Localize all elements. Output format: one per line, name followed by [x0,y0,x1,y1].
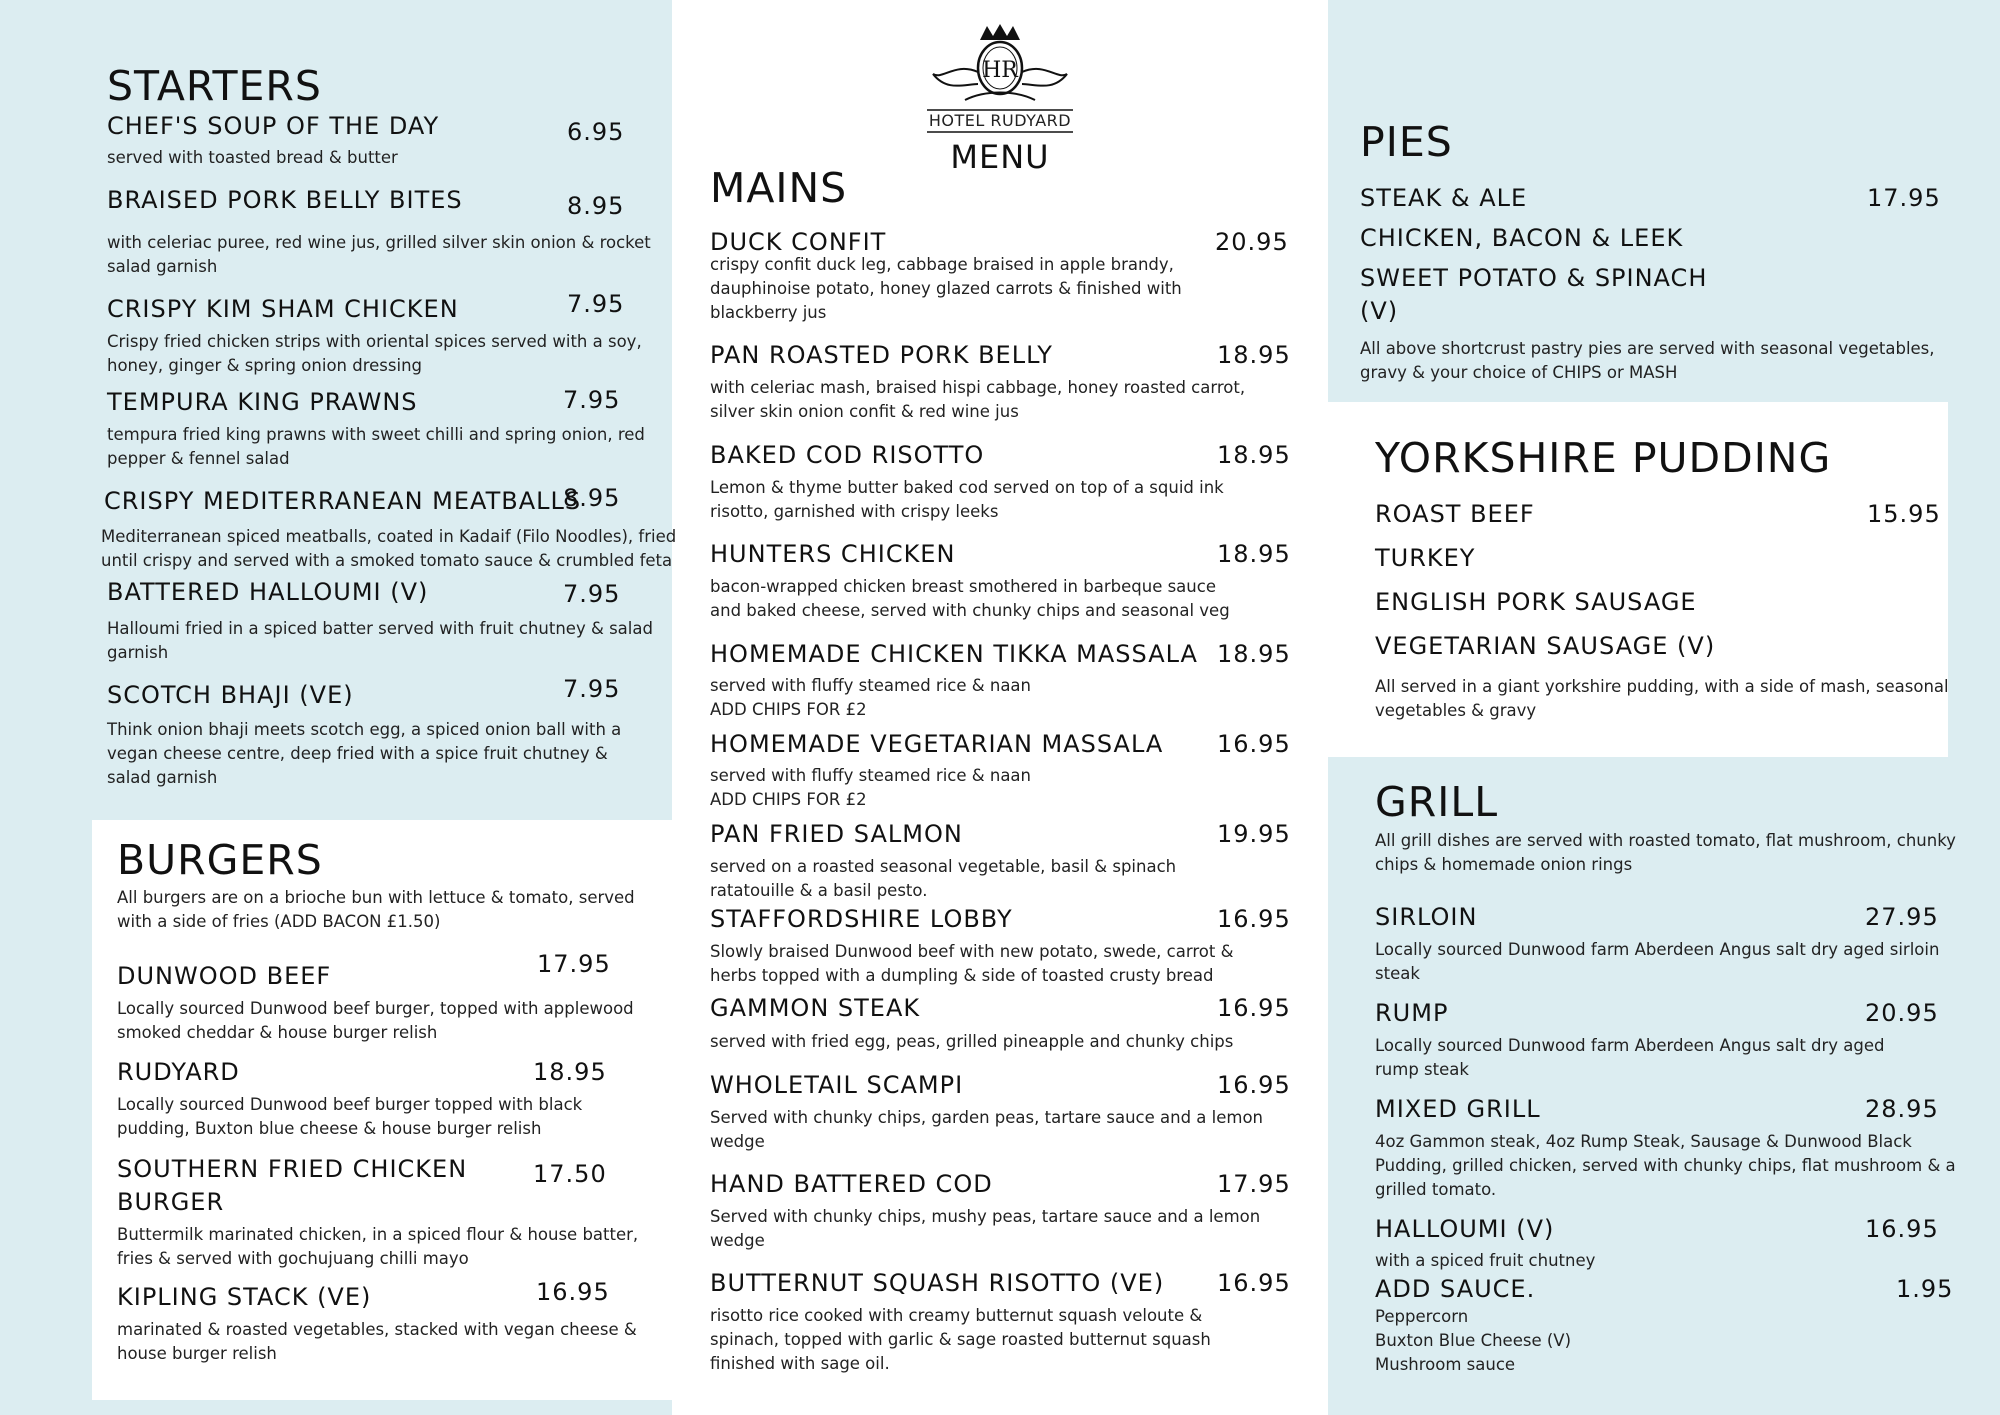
starter-desc: Mediterranean spiced meatballs, coated in Kadaif (Filo Noodles), fried until crispy and served with a smoked tomato sauce & crumbled feta [101,527,677,570]
pie-name: SWEET POTATO & SPINACH [1360,264,1708,292]
main-name: HUNTERS CHICKEN [710,540,956,568]
main-desc: served on a roasted seasonal vegetable, basil & spinach ratatouille & a basil pesto. [710,857,1177,900]
main-name: HAND BATTERED COD [710,1170,993,1198]
svg-text:HR: HR [982,58,1018,83]
burger-name: SOUTHERN FRIED CHICKEN [117,1155,468,1183]
main-price: 18.95 [1217,441,1291,469]
starter-price: 7.95 [563,675,621,703]
yorkshire-title: YORKSHIRE PUDDING [1375,434,1832,482]
grill-name: RUMP [1375,999,1449,1027]
sauce-options: Peppercorn Buxton Blue Cheese (V) Mushroom sauce [1375,1307,1572,1374]
pie-name: STEAK & ALE [1360,184,1528,212]
pies-note: All above shortcrust pastry pies are served with seasonal vegetables, gravy & your choice of CHIPS or MASH [1360,339,1935,382]
mains-title: MAINS [710,164,848,212]
main-desc: Slowly braised Dunwood beef with new potato, swede, carrot & herbs topped with a dumpling & side of toasted crusty bread [710,942,1234,985]
burger-desc: marinated & roasted vegetables, stacked with vegan cheese & house burger relish [117,1320,637,1363]
grill-price: 28.95 [1865,1095,1939,1123]
main-price: 16.95 [1217,905,1291,933]
starter-price: 7.95 [563,580,621,608]
grill-name: SIRLOIN [1375,903,1478,931]
burger-name: DUNWOOD BEEF [117,962,332,990]
main-desc: risotto rice cooked with creamy butternut squash veloute & spinach, topped with garlic & sage roasted butternut squash finished with sage oil. [710,1306,1211,1373]
grill-intro: All grill dishes are served with roasted tomato, flat mushroom, chunky chips & homemade onion rings [1375,831,1956,874]
burgers-intro: All burgers are on a brioche bun with lettuce & tomato, served with a side of fries (ADD BACON £1.50) [117,888,635,931]
main-name: BAKED COD RISOTTO [710,441,985,469]
main-name: HOMEMADE CHICKEN TIKKA MASSALA [710,640,1198,668]
grill-desc: with a spiced fruit chutney [1375,1251,1596,1270]
main-desc: crispy confit duck leg, cabbage braised in apple brandy, dauphinoise potato, honey glazed carrots & finished with blackberry jus [710,255,1182,322]
yorkshire-name: VEGETARIAN SAUSAGE (V) [1375,632,1716,660]
starter-name: BRAISED PORK BELLY BITES [107,186,463,214]
burger-price: 16.95 [536,1278,610,1306]
main-price: 16.95 [1217,730,1291,758]
main-price: 19.95 [1217,820,1291,848]
grill-desc: 4oz Gammon steak, 4oz Rump Steak, Sausage & Dunwood Black Pudding, grilled chicken, served with chunky chips, flat mushroom & a grilled tomato. [1375,1132,1956,1199]
main-desc: with celeriac mash, braised hispi cabbage, honey roasted carrot, silver skin onion confit & red wine jus [710,378,1246,421]
grill-price: 20.95 [1865,999,1939,1027]
grill-price: 16.95 [1865,1215,1939,1243]
main-price: 18.95 [1217,640,1291,668]
yorkshire-price: 15.95 [1867,500,1941,528]
main-name: DUCK CONFIT [710,228,887,256]
main-price: 16.95 [1217,1269,1291,1297]
main-price: 18.95 [1217,341,1291,369]
starter-name: CRISPY KIM SHAM CHICKEN [107,295,459,323]
hotel-name: HOTEL RUDYARD [928,111,1072,130]
yorkshire-name: ENGLISH PORK SAUSAGE [1375,588,1697,616]
grill-title: GRILL [1375,778,1499,826]
starter-desc: with celeriac puree, red wine jus, grilled silver skin onion & rocket salad garnish [107,233,651,276]
burger-price: 17.95 [537,950,611,978]
main-name: BUTTERNUT SQUASH RISOTTO (VE) [710,1269,1165,1297]
burger-price: 17.50 [533,1160,607,1188]
starter-desc: Crispy fried chicken strips with oriental spices served with a soy, honey, ginger & spring onion dressing [107,332,642,375]
pie-name-line2: (V) [1360,297,1399,325]
left-bottom-edge [0,1400,672,1415]
starter-price: 7.95 [563,386,621,414]
grill-desc: Locally sourced Dunwood farm Aberdeen Angus salt dry aged sirloin steak [1375,940,1940,983]
pies-price: 17.95 [1867,184,1941,212]
starter-name: CRISPY MEDITERRANEAN MEATBALLS [104,487,582,515]
main-name: PAN ROASTED PORK BELLY [710,341,1053,369]
starter-price: 8.95 [567,192,625,220]
main-desc: bacon-wrapped chicken breast smothered in barbeque sauce and baked cheese, served with chunky chips and seasonal veg [710,577,1230,620]
pie-name: CHICKEN, BACON & LEEK [1360,224,1684,252]
main-desc: Served with chunky chips, mushy peas, tartare sauce and a lemon wedge [710,1207,1261,1250]
starter-price: 6.95 [567,118,625,146]
burger-name: KIPLING STACK (VE) [117,1283,372,1311]
starter-name: SCOTCH BHAJI (VE) [107,681,354,709]
left-bottom-strip [0,820,92,1415]
burger-desc: Locally sourced Dunwood beef burger, topped with applewood smoked cheddar & house burger relish [117,999,634,1042]
grill-name: MIXED GRILL [1375,1095,1541,1123]
grill-price: 27.95 [1865,903,1939,931]
starter-price: 8.95 [563,484,621,512]
starter-name: BATTERED HALLOUMI (V) [107,578,429,606]
main-name: HOMEMADE VEGETARIAN MASSALA [710,730,1164,758]
starter-name: TEMPURA KING PRAWNS [107,388,418,416]
burger-price: 18.95 [533,1058,607,1086]
pies-title: PIES [1360,118,1453,166]
main-price: 20.95 [1215,228,1289,256]
main-desc: served with fluffy steamed rice & naan ADD CHIPS FOR £2 [710,676,1032,719]
starter-desc: Think onion bhaji meets scotch egg, a spiced onion ball with a vegan cheese centre, deep fried with a spice fruit chutney & salad garnish [107,720,622,787]
menu-label: MENU [950,138,1050,176]
burgers-title: BURGERS [117,836,323,884]
starter-desc: Halloumi fried in a spiced batter served with fruit chutney & salad garnish [107,619,653,662]
starter-price: 7.95 [567,290,625,318]
main-desc: served with fluffy steamed rice & naan ADD CHIPS FOR £2 [710,766,1032,809]
burger-desc: Buttermilk marinated chicken, in a spiced flour & house batter, fries & served with gochujuang chilli mayo [117,1225,639,1268]
add-sauce-price: 1.95 [1896,1275,1954,1303]
starter-desc: served with toasted bread & butter [107,148,398,167]
burger-name-line2: BURGER [117,1188,225,1216]
main-name: STAFFORDSHIRE LOBBY [710,905,1013,933]
main-price: 18.95 [1217,540,1291,568]
main-desc: Lemon & thyme butter baked cod served on top of a squid ink risotto, garnished with crispy leeks [710,478,1224,521]
starters-title: STARTERS [107,62,322,110]
grill-name: HALLOUMI (V) [1375,1215,1555,1243]
burger-desc: Locally sourced Dunwood beef burger topped with black pudding, Buxton blue cheese & house burger relish [117,1095,583,1138]
main-name: PAN FRIED SALMON [710,820,963,848]
main-name: GAMMON STEAK [710,994,921,1022]
main-name: WHOLETAIL SCAMPI [710,1071,964,1099]
main-desc: Served with chunky chips, garden peas, tartare sauce and a lemon wedge [710,1108,1264,1151]
main-price: 17.95 [1217,1170,1291,1198]
burger-name: RUDYARD [117,1058,240,1086]
main-desc: served with fried egg, peas, grilled pineapple and chunky chips [710,1032,1234,1051]
main-price: 16.95 [1217,1071,1291,1099]
starter-desc: tempura fried king prawns with sweet chilli and spring onion, red pepper & fennel salad [107,425,645,468]
yorkshire-note: All served in a giant yorkshire pudding, with a side of mash, seasonal vegetables & gravy [1375,677,1949,720]
add-sauce-label: ADD SAUCE. [1375,1275,1536,1303]
starter-name: CHEF'S SOUP OF THE DAY [107,112,440,140]
yorkshire-name: ROAST BEEF [1375,500,1535,528]
grill-desc: Locally sourced Dunwood farm Aberdeen Angus salt dry aged rump steak [1375,1036,1885,1079]
yorkshire-name: TURKEY [1375,544,1476,572]
main-price: 16.95 [1217,994,1291,1022]
